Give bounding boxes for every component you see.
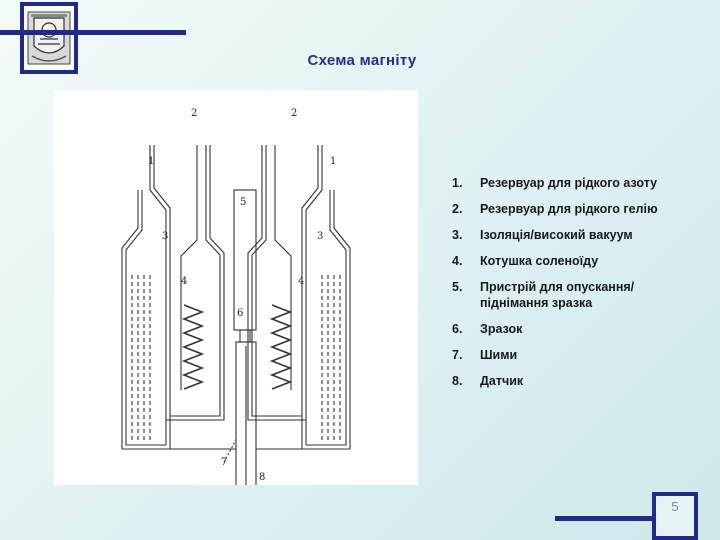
- label-2-left: 2: [191, 108, 198, 119]
- legend-list: [452, 175, 692, 399]
- right-solenoid-coil: [272, 305, 290, 389]
- top-accent-bar: [0, 30, 186, 35]
- page-number-frame: [652, 492, 698, 540]
- legend-item: 2. Резервуар для рідкого гелію: [452, 202, 658, 216]
- left-solenoid-coil: [184, 305, 202, 389]
- label-4-left: 4: [181, 276, 188, 287]
- legend-item: 4. Котушка соленоїду: [452, 254, 599, 268]
- legend-item: 8. Датчик: [452, 374, 524, 388]
- legend-item: 6. Зразок: [452, 322, 523, 336]
- label-6: 6: [237, 308, 244, 319]
- bottom-accent-bar: [555, 516, 652, 521]
- cryostat-schematic: [54, 90, 418, 485]
- label-4-right: 4: [298, 276, 305, 287]
- label-8: 8: [259, 472, 266, 483]
- left-nitrogen-reservoir: [126, 145, 169, 445]
- right-nitrogen-reservoir: [306, 145, 346, 445]
- label-2-right: 2: [291, 108, 298, 119]
- magnet-diagram: [54, 90, 418, 485]
- label-3-left: 3: [162, 231, 169, 242]
- page-number: 5: [656, 496, 694, 536]
- legend-item: 5. Пристрій для опускання/піднімання зразка: [452, 280, 635, 310]
- label-1-left: 1: [148, 156, 155, 167]
- legend-item: 7. Шими: [452, 348, 518, 362]
- label-3-right: 3: [317, 231, 324, 242]
- label-1-right: 1: [330, 156, 337, 167]
- legend-item: 3. Ізоляція/високий вакуум: [452, 228, 633, 242]
- label-7: 7: [221, 457, 228, 468]
- label-5: 5: [240, 197, 247, 208]
- legend-item: 1. Резервуар для рідкого азоту: [452, 176, 658, 190]
- slide-title: Схема магніту: [307, 52, 417, 69]
